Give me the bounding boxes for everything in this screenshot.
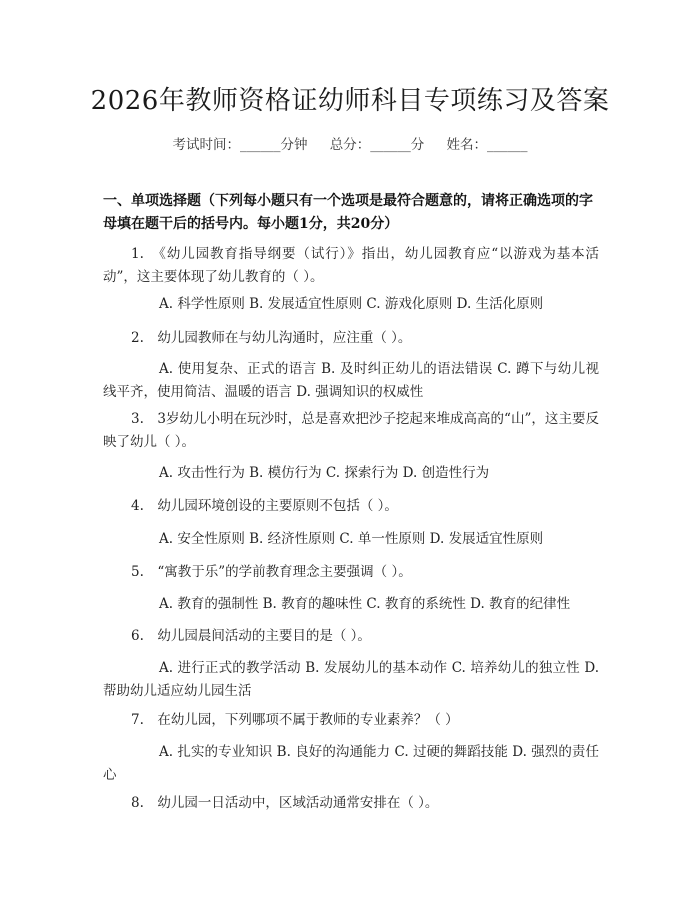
question-options: A. 安全性原则 B. 经济性原则 C. 单一性原则 D. 发展适宜性原则: [159, 531, 544, 547]
question-options: A. 进行正式的教学活动 B. 发展幼儿的基本动作 C. 培养幼儿的独立性 D. 帮助幼儿适应幼儿园生活: [103, 660, 599, 699]
total-score-label: 总分：______分: [329, 137, 425, 153]
question-stem: 5. “寓教于乐”的学前教育理念主要强调（ ）。: [131, 564, 412, 580]
question-stem: 6. 幼儿园晨间活动的主要目的是（ ）。: [131, 628, 371, 644]
question-stem: 3. 3岁幼儿小明在玩沙时，总是喜欢把沙子挖起来堆成高高的“山”，这主要反映了幼儿（ ）。: [103, 411, 599, 450]
document-title: 2026年教师资格证幼师科目专项练习及答案: [90, 86, 610, 116]
section-heading: 一、单项选择题（下列每小题只有一个选项是最符合题意的，请将正确选项的字母填在题干后的括号内。每小题1分，共20分）: [103, 193, 593, 232]
question-options: A. 教育的强制性 B. 教育的趣味性 C. 教育的系统性 D. 教育的纪律性: [159, 596, 571, 612]
question-stem: 1. 《幼儿园教育指导纲要（试行）》指出，幼儿园教育应“以游戏为基本活动”，这主要体现了幼儿教育的（ ）。: [103, 246, 599, 285]
question-options: A. 科学性原则 B. 发展适宜性原则 C. 游戏化原则 D. 生活化原则: [159, 296, 544, 312]
exam-time-label: 考试时间：______分钟: [172, 137, 308, 153]
question-stem: 2. 幼儿园教师在与幼儿沟通时，应注重（ ）。: [131, 330, 412, 346]
question-options: A. 扎实的专业知识 B. 良好的沟通能力 C. 过硬的舞蹈技能 D. 强烈的责任心: [103, 744, 599, 783]
question-stem: 8. 幼儿园一日活动中，区域活动通常安排在（ ）。: [131, 795, 439, 811]
exam-meta-line: [0, 133, 700, 153]
question-stem: 7. 在幼儿园，下列哪项不属于教师的专业素养？（ ）: [131, 712, 459, 728]
question-options: A. 使用复杂、正式的语言 B. 及时纠正幼儿的语法错误 C. 蹲下与幼儿视线平齐，使用简洁、温暖的语言 D. 强调知识的权威性: [103, 361, 599, 400]
question-stem: 4. 幼儿园环境创设的主要原则不包括（ ）。: [131, 498, 398, 514]
question-options: A. 攻击性行为 B. 模仿行为 C. 探索行为 D. 创造性行为: [159, 465, 490, 481]
student-name-label: 姓名：______: [446, 137, 528, 153]
